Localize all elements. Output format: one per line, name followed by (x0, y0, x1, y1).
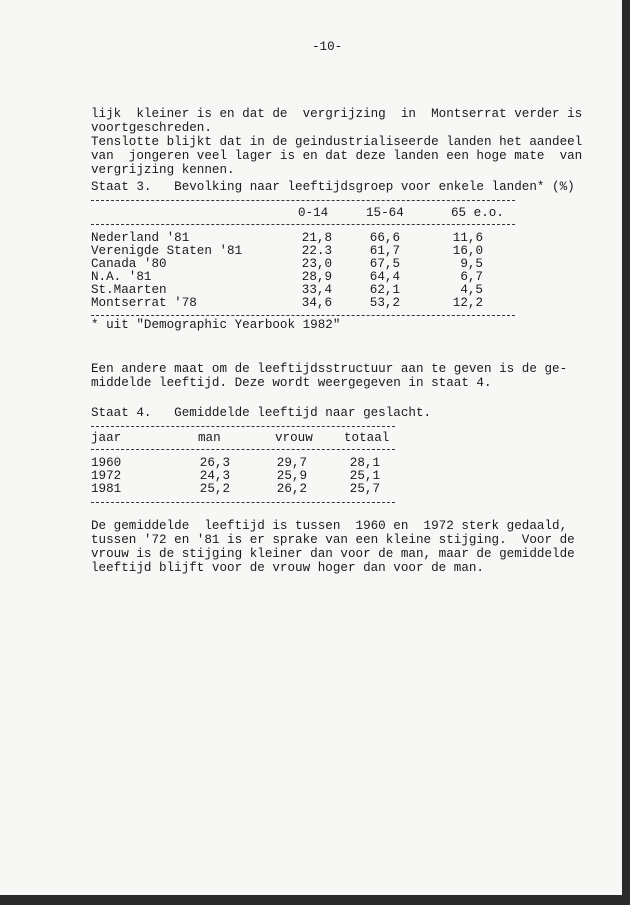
table4-header: vrouw (275, 431, 313, 445)
table-rule (91, 502, 395, 503)
table3-value-cell: 64,4 (369, 270, 400, 284)
table4-header: totaal (344, 431, 390, 445)
table3-header: 15-64 (366, 206, 404, 220)
table3-country-cell: Canada '80 (91, 257, 167, 271)
table4-value-cell: 29,7 (276, 456, 307, 470)
table4-value-cell: 25,7 (349, 482, 380, 496)
table-rule (91, 315, 515, 316)
table3-country-cell: St.Maarten (91, 283, 167, 297)
paragraph-line: De gemiddelde leeftijd is tussen 1960 en 1972 sterk gedaald, (91, 519, 568, 533)
table3-country-cell: Montserrat '78 (91, 296, 197, 310)
table3-value-cell: 11,6 (452, 231, 483, 245)
table3-value-cell: 66,6 (369, 231, 400, 245)
table4-year-cell: 1981 (91, 482, 122, 496)
table3-value-cell: 22.3 (301, 244, 332, 258)
table3-value-cell: 23,0 (301, 257, 332, 271)
paragraph-line: Tenslotte blijkt dat in de geindustrialiseerde landen het aandeel (91, 135, 583, 149)
table4-year-cell: 1960 (91, 456, 122, 470)
table3-value-cell: 34,6 (301, 296, 332, 310)
table4-value-cell: 25,2 (199, 482, 230, 496)
table3-value-cell: 6,7 (460, 270, 483, 284)
table4-value-cell: 26,3 (199, 456, 230, 470)
table3-country-cell: N.A. '81 (91, 270, 152, 284)
table3-value-cell: 16,0 (452, 244, 483, 258)
page-number: -10- (312, 40, 343, 54)
table3-header: 0-14 (298, 206, 329, 220)
table3-value-cell: 4,5 (460, 283, 483, 297)
table4-header: man (198, 431, 221, 445)
table3-value-cell: 62,1 (369, 283, 400, 297)
table3-caption: Staat 3. Bevolking naar leeftijdsgroep voor enkele landen* (%) (91, 180, 575, 194)
table-rule (91, 426, 395, 427)
paragraph-line: van jongeren veel lager is en dat deze landen een hoge mate van (91, 149, 583, 163)
table3-country-cell: Verenigde Staten '81 (91, 244, 243, 258)
table3-country-cell: Nederland '81 (91, 231, 190, 245)
table-rule (91, 449, 395, 450)
table3-value-cell: 9,5 (460, 257, 483, 271)
paragraph-line: vergrijzing kennen. (91, 163, 235, 177)
table4-value-cell: 26,2 (276, 482, 307, 496)
table3-value-cell: 12,2 (452, 296, 483, 310)
table4-value-cell: 25,1 (349, 469, 380, 483)
table3-header: 65 e.o. (451, 206, 504, 220)
table3-value-cell: 21,8 (301, 231, 332, 245)
scan-edge-right (622, 0, 630, 905)
table4-value-cell: 25,9 (276, 469, 307, 483)
table4-value-cell: 24,3 (199, 469, 230, 483)
paragraph-line: Een andere maat om de leeftijdsstructuur aan te geven is de ge- (91, 362, 568, 376)
table-rule (91, 200, 515, 201)
table-rule (91, 224, 515, 225)
paragraph-line: voortgeschreden. (91, 121, 212, 135)
scan-edge-bottom (0, 895, 630, 905)
table3-value-cell: 67,5 (369, 257, 400, 271)
table3-footnote: * uit "Demographic Yearbook 1982" (91, 318, 341, 332)
paragraph-line: vrouw is de stijging kleiner dan voor de man, maar de gemiddelde (91, 547, 575, 561)
table3-value-cell: 53,2 (369, 296, 400, 310)
paragraph-line: tussen '72 en '81 is er sprake van een kleine stijging. Voor de (91, 533, 575, 547)
paragraph-line: middelde leeftijd. Deze wordt weergegeven in staat 4. (91, 376, 492, 390)
table4-year-cell: 1972 (91, 469, 122, 483)
table3-value-cell: 61,7 (369, 244, 400, 258)
table3-value-cell: 33,4 (301, 283, 332, 297)
table4-header: jaar (91, 431, 122, 445)
table4-value-cell: 28,1 (349, 456, 380, 470)
paragraph-line: leeftijd blijft voor de vrouw hoger dan voor de man. (91, 561, 484, 575)
paragraph-line: lijk kleiner is en dat de vergrijzing in Montserrat verder is (91, 107, 583, 121)
table4-caption: Staat 4. Gemiddelde leeftijd naar geslacht. (91, 406, 432, 420)
table3-value-cell: 28,9 (301, 270, 332, 284)
